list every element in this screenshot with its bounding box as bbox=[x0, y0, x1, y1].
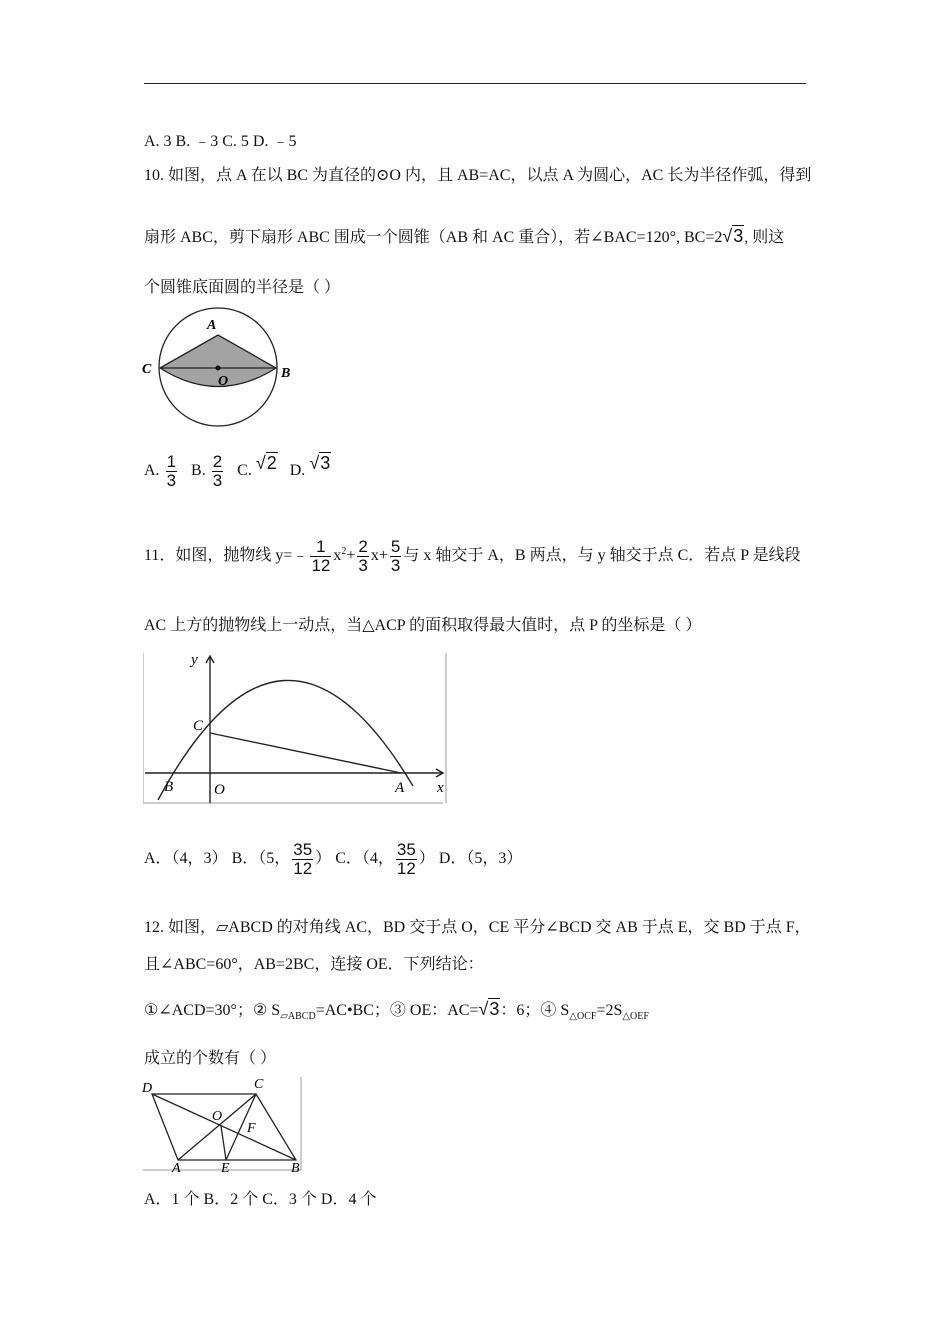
numerator: 1 bbox=[316, 537, 326, 556]
q10-figure bbox=[140, 305, 300, 430]
denominator: 3 bbox=[358, 556, 368, 575]
q12-line2: 且∠ABC=60°，AB=2BC，连接 OE．下列结论： bbox=[144, 956, 484, 973]
q11-pre: 11．如图，抛物线 y=﹣ bbox=[144, 547, 309, 565]
denominator: 12 bbox=[396, 859, 416, 878]
paren: ） bbox=[315, 850, 332, 868]
frac-35-12 bbox=[292, 841, 313, 878]
q11-figure bbox=[143, 648, 453, 808]
q12-figure bbox=[140, 1074, 310, 1174]
label-x: x bbox=[437, 780, 444, 796]
q11-line1 bbox=[144, 538, 801, 575]
label-b: B bbox=[281, 366, 291, 381]
segment-ac bbox=[210, 733, 401, 773]
denominator: 3 bbox=[166, 470, 177, 490]
frac-1-3 bbox=[166, 453, 177, 490]
center-dot bbox=[216, 366, 221, 371]
label-c: C bbox=[142, 362, 152, 377]
header-rule bbox=[144, 83, 806, 84]
label-a: A bbox=[395, 780, 405, 796]
frac-35-12 bbox=[396, 841, 417, 878]
sqrt-3: √3 bbox=[478, 999, 500, 1019]
segment-oe bbox=[221, 1126, 226, 1160]
parabola bbox=[158, 680, 413, 800]
q11-opt-a: A．（4，3） bbox=[144, 850, 228, 868]
numerator: 2 bbox=[358, 537, 368, 556]
q10-opt-a: A. bbox=[144, 462, 160, 479]
q12-line4: 成立的个数有（ ） bbox=[144, 1050, 277, 1067]
label-a: A bbox=[207, 318, 217, 333]
numerator: 5 bbox=[390, 537, 401, 556]
exponent: 2 bbox=[341, 545, 347, 557]
label-o: O bbox=[218, 374, 229, 389]
q11-options bbox=[144, 841, 522, 878]
label-e: E bbox=[221, 1161, 230, 1174]
label-o: O bbox=[214, 782, 225, 798]
q12-stmt-4: =2S bbox=[596, 1002, 623, 1019]
q11-opt-d: D．（5，3） bbox=[438, 850, 523, 868]
q12-line1: 12. 如图，▱ABCD 的对角线 AC，BD 交于点 O，CE 平分∠BCD 交 AB 于点 E，交 BD 于点 F， bbox=[144, 919, 811, 936]
q12-options: A．1 个 B．2 个 C．3 个 D．4 个 bbox=[144, 1191, 377, 1208]
paren: ） bbox=[418, 850, 435, 868]
radicand: 2 bbox=[266, 453, 277, 473]
sqrt-3: √3 bbox=[722, 226, 744, 246]
q10-line1: 10. 如图，点 A 在以 BC 为直径的⊙O 内，且 AB=AC，以点 A 为圆心，AC 长为半径作弧，得到 bbox=[144, 167, 812, 184]
frac-2-3 bbox=[212, 453, 223, 490]
diagonal-ac bbox=[178, 1094, 256, 1160]
label-f: F bbox=[247, 1121, 256, 1136]
q12-stmt-2-3: =AC•BC；③ OE：AC= bbox=[315, 1002, 479, 1019]
radicand: 3 bbox=[733, 226, 744, 246]
numerator: 35 bbox=[293, 840, 313, 859]
sqrt-3: √3 bbox=[309, 453, 331, 473]
q9-options: A. 3 B. ﹣3 C. 5 D. ﹣5 bbox=[144, 133, 297, 150]
denominator: 12 bbox=[311, 556, 331, 575]
q10-options bbox=[144, 452, 331, 490]
frac-5-3 bbox=[390, 538, 401, 575]
q10-opt-b: B. bbox=[191, 462, 206, 479]
label-y: y bbox=[191, 652, 198, 668]
q10-line2-pre: 扇形 ABC，剪下扇形 ABC 围成一个圆锥（AB 和 AC 重合），若∠BAC=120°, BC=2 bbox=[144, 229, 723, 246]
var-x-plus: x+ bbox=[370, 547, 388, 565]
q10-opt-c: C. bbox=[237, 462, 252, 479]
denominator: 3 bbox=[212, 470, 223, 490]
radicand: 3 bbox=[489, 999, 500, 1019]
subscript: ▱ABCD bbox=[280, 1011, 316, 1023]
label-a: A bbox=[172, 1161, 181, 1174]
q12-line3 bbox=[144, 997, 649, 1022]
numerator: 2 bbox=[212, 451, 223, 471]
frac-1-12 bbox=[310, 538, 331, 575]
q11-line2: AC 上方的抛物线上一动点，当△ACP 的面积取得最大值时，点 P 的坐标是（ ） bbox=[144, 617, 702, 634]
label-d: D bbox=[142, 1081, 153, 1096]
numerator: 35 bbox=[396, 840, 416, 859]
label-o: O bbox=[212, 1109, 223, 1124]
q10-line2 bbox=[144, 224, 784, 247]
q11-post: 与 x 轴交于 A，B 两点，与 y 轴交于点 C．若点 P 是线段 bbox=[403, 547, 801, 565]
label-b: B bbox=[164, 779, 174, 795]
subscript: △OCF bbox=[569, 1011, 597, 1023]
label-c: C bbox=[193, 718, 204, 734]
radicand: 3 bbox=[320, 453, 331, 473]
q10-line2-post: , 则这 bbox=[744, 229, 785, 246]
frac-2-3 bbox=[357, 538, 368, 575]
q10-line3: 个圆锥底面圆的半径是（ ） bbox=[144, 279, 341, 296]
plus: + bbox=[346, 547, 356, 565]
denominator: 12 bbox=[293, 859, 313, 878]
q11-opt-c: C．（4， bbox=[335, 850, 394, 868]
numerator: 1 bbox=[166, 451, 177, 471]
subscript: △OEF bbox=[622, 1011, 649, 1023]
label-c: C bbox=[254, 1077, 264, 1092]
q11-opt-b: B．（5， bbox=[231, 850, 291, 868]
denominator: 3 bbox=[390, 556, 401, 575]
sqrt-2: √2 bbox=[255, 453, 277, 473]
q12-stmt-1-2: ①∠ACD=30°；② S bbox=[144, 1002, 281, 1019]
label-b: B bbox=[291, 1161, 300, 1174]
q12-stmt-3-4: ：6；④ S bbox=[500, 1002, 570, 1019]
q10-opt-d: D. bbox=[289, 462, 306, 479]
var-x: x bbox=[333, 547, 342, 565]
